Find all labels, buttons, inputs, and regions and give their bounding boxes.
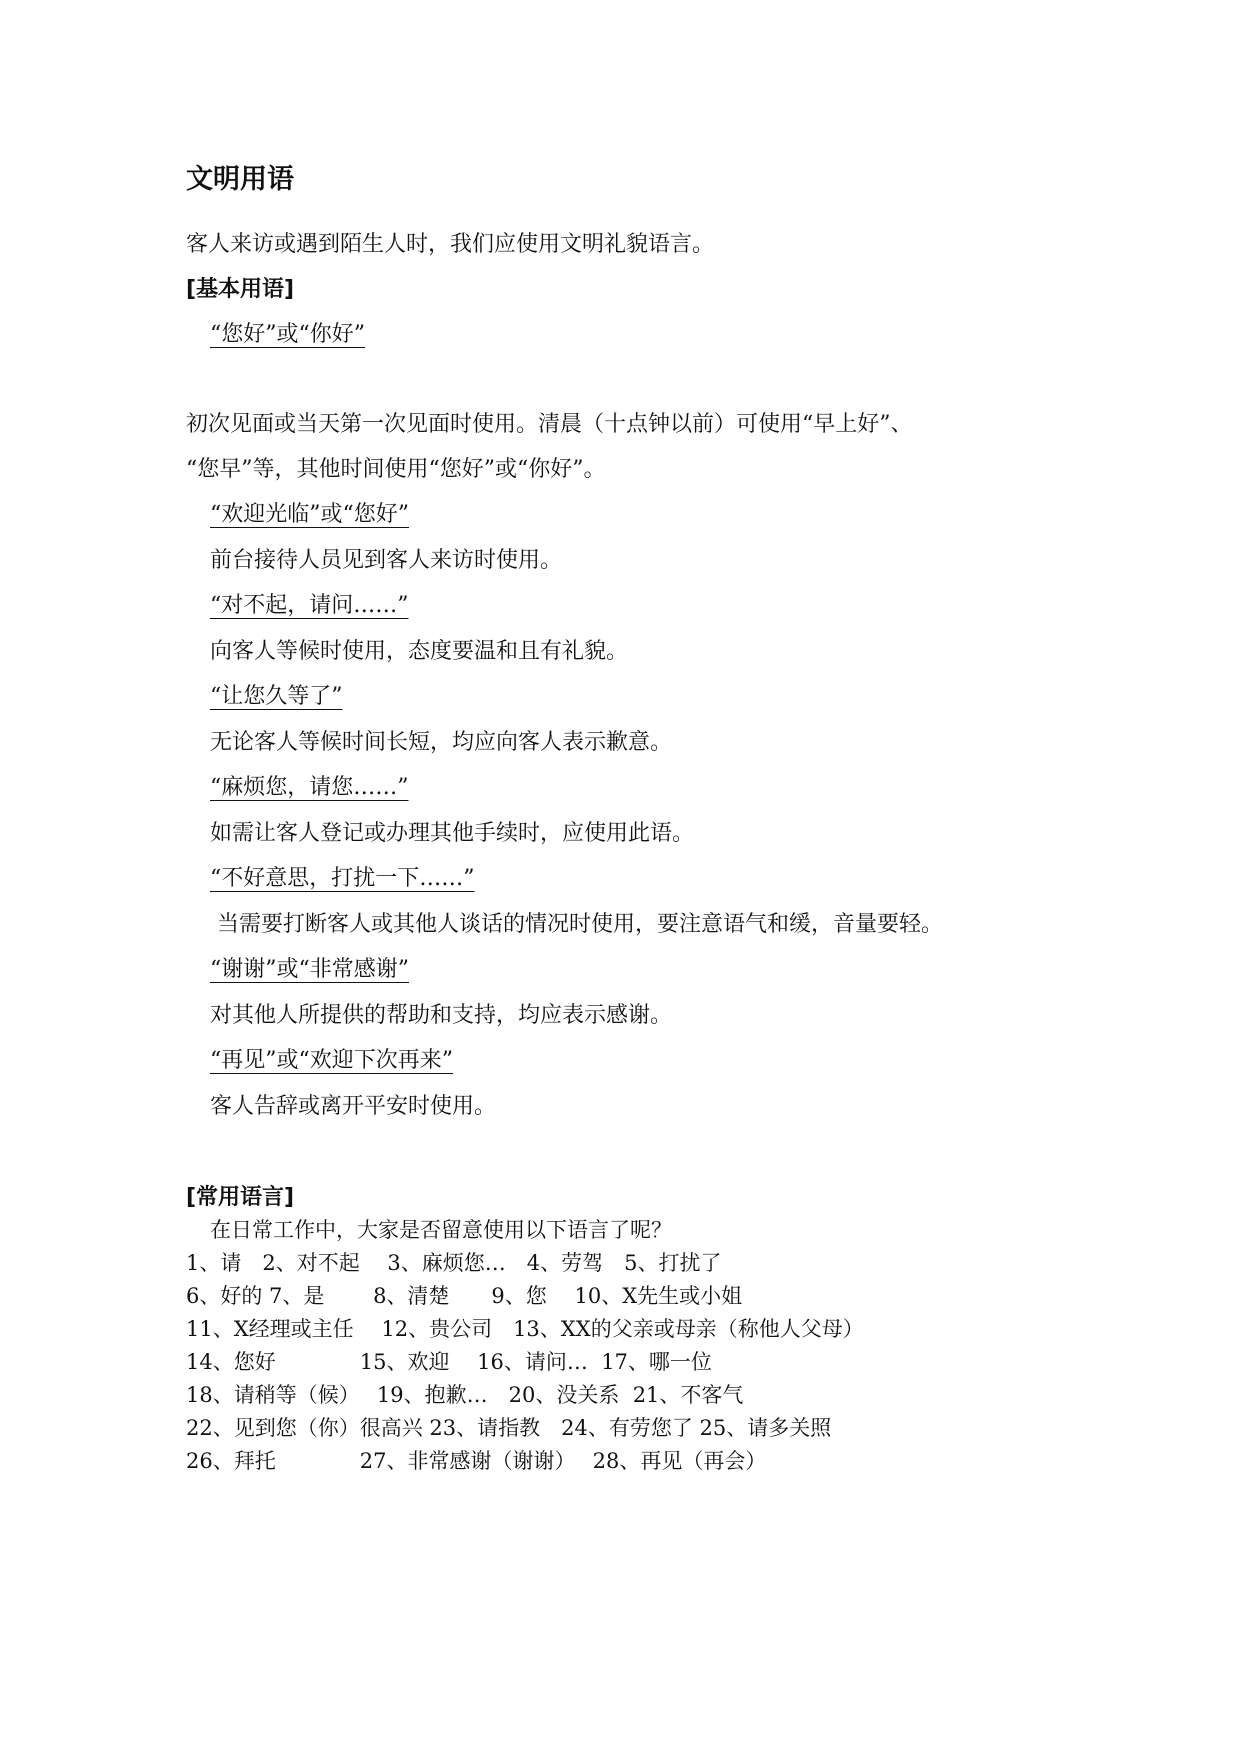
phrase-sorry-desc: 向客人等候时使用，态度要温和且有礼貌。 [210,639,629,664]
common-terms-line: 6、好的 7、是 8、清楚 9、您 10、X先生或小姐 [186,1284,743,1308]
common-terms-line: 14、您好 15、欢迎 16、请问… 17、哪一位 [186,1350,712,1374]
phrase-welcome: “欢迎光临”或“您好” [210,502,409,527]
phrase-waited: “让您久等了” [210,684,343,709]
phrase-thanks-desc: 对其他人所提供的帮助和支持，均应表示感谢。 [210,1003,673,1028]
phrase-hello-desc-line1: 初次见面或当天第一次见面时使用。清晨（十点钟以前）可使用“早上好”、 [186,412,913,437]
common-terms-line: 26、拜托 27、非常感谢（谢谢） 28、再见（再会） [186,1449,767,1473]
intro-text: 客人来访或遇到陌生人时，我们应使用文明礼貌语言。 [186,232,715,257]
common-terms-question: 在日常工作中，大家是否留意使用以下语言了呢？ [210,1218,672,1242]
phrase-trouble: “麻烦您，请您……” [210,775,409,800]
phrase-welcome-desc: 前台接待人员见到客人来访时使用。 [210,548,563,573]
phrase-goodbye: “再见”或“欢迎下次再来” [210,1048,453,1073]
phrase-excuse-me: “不好意思，打扰一下……” [210,866,475,891]
phrase-thanks: “谢谢”或“非常感谢” [210,957,409,982]
phrase-waited-desc: 无论客人等候时间长短，均应向客人表示歉意。 [210,730,673,755]
phrase-hello-desc-line2: “您早”等，其他时间使用“您好”或“你好”。 [186,457,606,482]
common-terms-line: 22、见到您（你）很高兴 23、请指教 24、有劳您了 25、请多关照 [186,1416,832,1440]
common-terms-heading: [常用语言] [186,1185,295,1210]
basic-terms-heading: [基本用语] [186,277,295,302]
phrase-hello: “您好”或“你好” [210,322,365,347]
phrase-goodbye-desc: 客人告辞或离开平安时使用。 [210,1094,497,1119]
common-terms-line: 1、请 2、对不起 3、麻烦您… 4、劳驾 5、打扰了 [186,1251,722,1275]
common-terms-line: 18、请稍等（候） 19、抱歉… 20、没关系 21、不客气 [186,1383,744,1407]
page-title: 文明用语 [186,164,294,195]
phrase-sorry: “对不起，请问……” [210,593,409,618]
common-terms-line: 11、X经理或主任 12、贵公司 13、XX的父亲或母亲（称他人父母） [186,1317,864,1341]
phrase-excuse-me-desc: 当需要打断客人或其他人谈话的情况时使用，要注意语气和缓，音量要轻。 [210,912,943,937]
phrase-trouble-desc: 如需让客人登记或办理其他手续时，应使用此语。 [210,821,695,846]
